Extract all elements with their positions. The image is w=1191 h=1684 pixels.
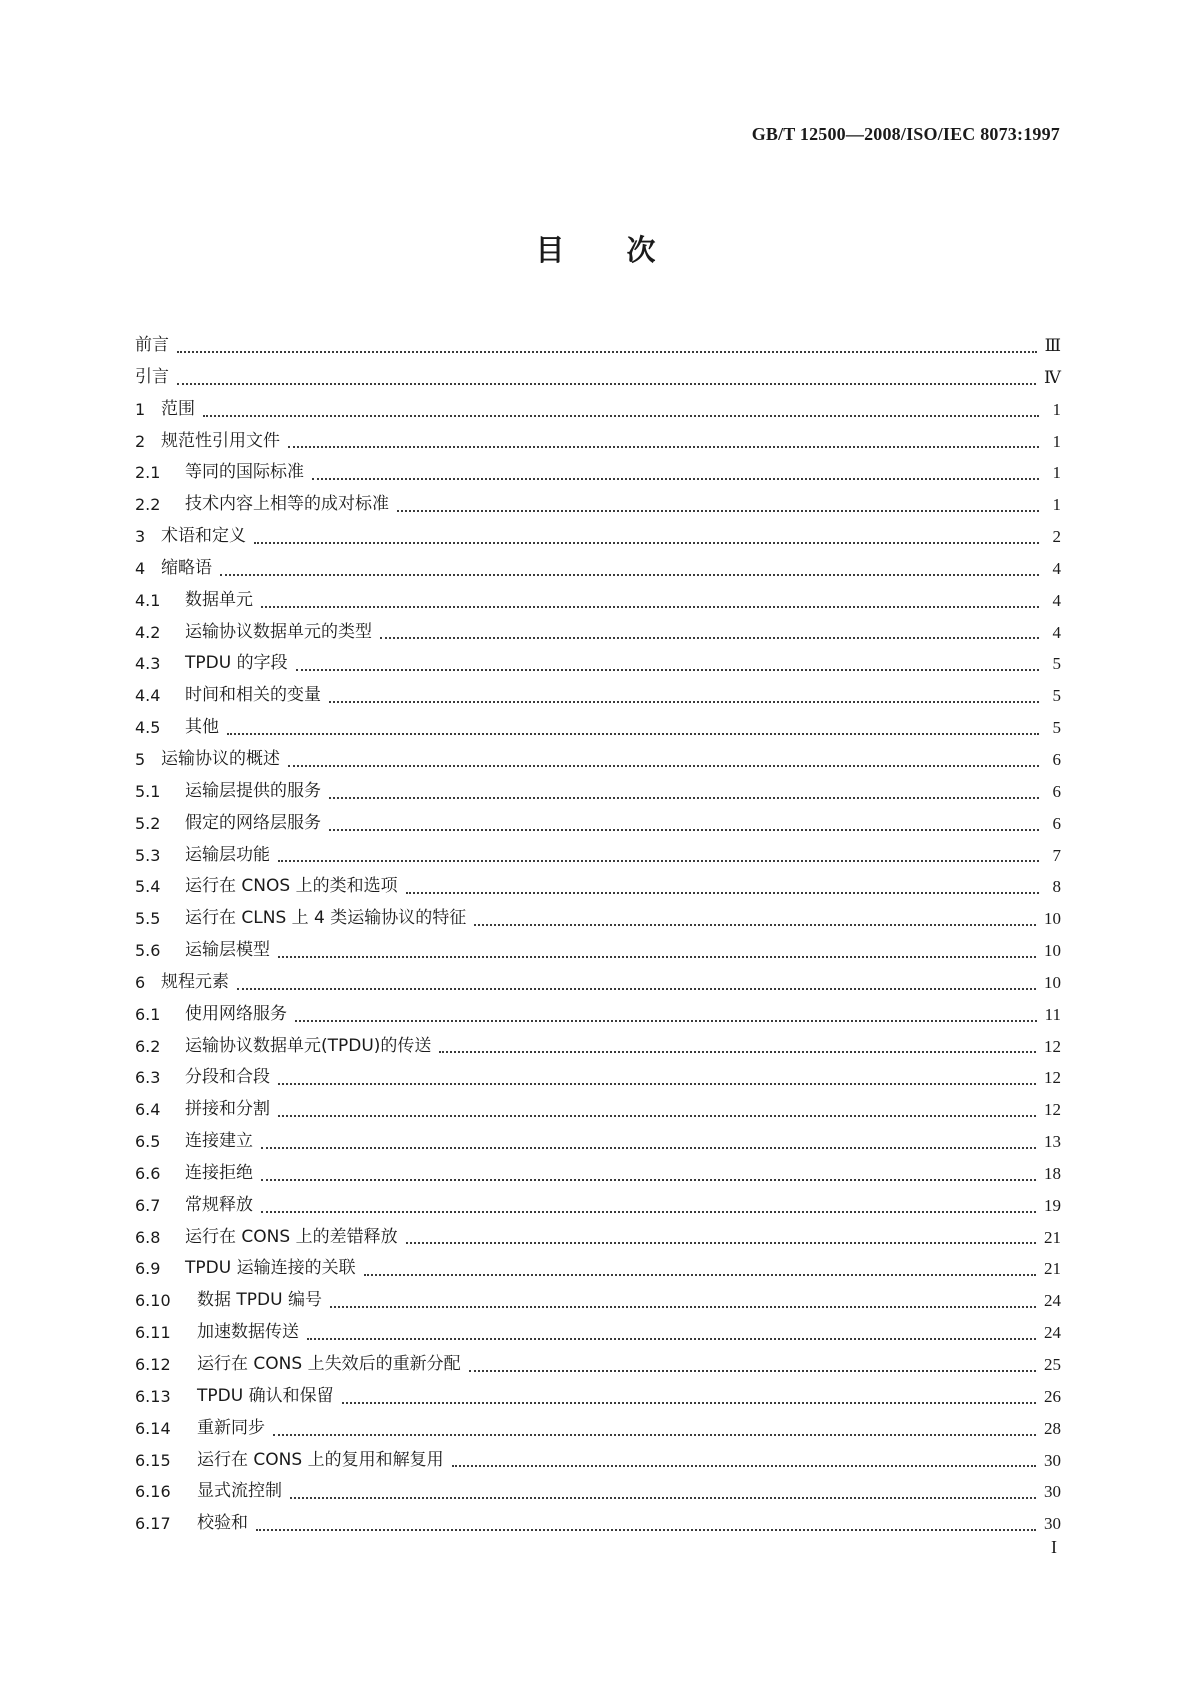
toc-entry-number: 5.6 — [135, 941, 161, 961]
toc-entry-number: 4 — [135, 558, 146, 578]
toc-entry[interactable] — [135, 617, 1061, 649]
toc-dot-leader — [364, 1274, 1036, 1276]
toc-entry-title: 加速数据传送 — [197, 1322, 299, 1343]
toc-dot-leader — [452, 1465, 1036, 1467]
toc-entry-page: 11 — [1044, 1004, 1061, 1024]
toc-entry-number: 6.17 — [135, 1514, 171, 1534]
toc-dot-leader — [312, 478, 1039, 480]
toc-entry[interactable] — [135, 1190, 1061, 1222]
toc-entry-number: 6.1 — [135, 1004, 161, 1024]
toc-entry-page: 6 — [1052, 781, 1061, 801]
toc-entry-number: 2.1 — [135, 463, 161, 483]
toc-entry[interactable] — [135, 712, 1061, 744]
toc-entry-title: 运行在 CONS 上失效后的重新分配 — [197, 1354, 461, 1374]
toc-entry-title: 运行在 CONS 上的复用和解复用 — [197, 1449, 444, 1470]
toc-entry-number: 6.13 — [135, 1386, 171, 1406]
toc-entry-page: 10 — [1044, 909, 1061, 929]
toc-entry[interactable] — [135, 776, 1061, 808]
toc-entry-title: 运输层模型 — [185, 940, 270, 961]
toc-dot-leader — [261, 606, 1039, 608]
toc-entry[interactable] — [135, 362, 1061, 394]
toc-entry[interactable] — [135, 935, 1061, 967]
toc-dot-leader — [329, 829, 1039, 831]
toc-dot-leader — [203, 415, 1039, 417]
toc-entry[interactable] — [135, 330, 1061, 362]
toc-entry[interactable] — [135, 1349, 1061, 1381]
toc-entry-title: 使用网络服务 — [185, 1003, 287, 1024]
toc-entry[interactable] — [135, 680, 1061, 712]
toc-dot-leader — [278, 1083, 1036, 1085]
toc-entry-title: 技术内容上相等的成对标准 — [185, 494, 389, 515]
toc-entry-page: 4 — [1052, 622, 1061, 642]
toc-entry[interactable] — [135, 840, 1061, 872]
toc-entry-title: 运行在 CNOS 上的类和选项 — [185, 876, 398, 897]
toc-entry-page: 12 — [1044, 1036, 1061, 1056]
toc-entry-page: 24 — [1044, 1291, 1061, 1311]
toc-dot-leader — [329, 701, 1039, 703]
toc-entry[interactable] — [135, 585, 1061, 617]
toc-entry-title: 运输协议数据单元(TPDU)的传送 — [185, 1035, 432, 1056]
toc-dot-leader — [397, 510, 1039, 512]
toc-entry-page: 12 — [1044, 1068, 1061, 1088]
toc-entry-page: 5 — [1052, 686, 1061, 706]
toc-entry[interactable] — [135, 999, 1061, 1031]
toc-entry-number: 6.4 — [135, 1100, 161, 1120]
toc-entry-number: 2 — [135, 431, 146, 451]
toc-dot-leader — [330, 1306, 1036, 1308]
toc-dot-leader — [273, 1434, 1036, 1436]
toc-entry-page: 4 — [1052, 590, 1061, 610]
toc-dot-leader — [254, 542, 1039, 544]
toc-entry[interactable] — [135, 808, 1061, 840]
toc-entry-page: 10 — [1044, 972, 1061, 992]
toc-entry-page: 26 — [1044, 1386, 1061, 1406]
page-number: I — [1051, 1537, 1057, 1557]
toc-entry-title: 运输层提供的服务 — [185, 780, 321, 801]
toc-dot-leader — [307, 1338, 1036, 1340]
toc-entry[interactable] — [135, 1445, 1061, 1477]
toc-dot-leader — [256, 1529, 1036, 1531]
toc-entry-title: 数据单元 — [185, 589, 253, 610]
toc-entry[interactable] — [135, 394, 1061, 426]
toc-dot-leader — [177, 383, 1036, 385]
table-of-contents — [135, 330, 1061, 1540]
toc-entry-number: 6.15 — [135, 1450, 171, 1470]
toc-entry-number: 4.4 — [135, 686, 161, 706]
toc-entry[interactable] — [135, 1031, 1061, 1063]
toc-dot-leader — [329, 797, 1039, 799]
toc-entry-number: 6 — [135, 972, 146, 992]
toc-entry-number: 3 — [135, 527, 146, 547]
toc-entry-number: 6.12 — [135, 1355, 171, 1374]
toc-entry-title: 规范性引用文件 — [161, 430, 280, 451]
toc-entry-page: 6 — [1052, 749, 1061, 769]
toc-entry-number: 6.14 — [135, 1418, 171, 1438]
toc-entry-page: 18 — [1044, 1163, 1061, 1183]
toc-dot-leader — [278, 860, 1039, 862]
toc-entry-number: 6.6 — [135, 1163, 161, 1183]
toc-entry[interactable] — [135, 1317, 1061, 1349]
toc-entry-number: 6.10 — [135, 1291, 171, 1311]
toc-entry[interactable] — [135, 903, 1061, 935]
toc-entry-page: 30 — [1044, 1482, 1061, 1502]
toc-entry-title: 时间和相关的变量 — [185, 685, 321, 706]
toc-entry-page: Ⅲ — [1044, 336, 1061, 355]
toc-entry-number: 6.8 — [135, 1227, 161, 1247]
toc-entry-title: 连接拒绝 — [185, 1162, 253, 1183]
toc-entry-number: 4.5 — [135, 718, 161, 738]
toc-dot-leader — [380, 637, 1039, 639]
toc-entry-title: TPDU 确认和保留 — [197, 1385, 334, 1406]
toc-entry-number: 6.5 — [135, 1132, 161, 1152]
toc-entry[interactable] — [135, 553, 1061, 585]
toc-entry-page: 1 — [1052, 463, 1061, 483]
toc-entry-page: 4 — [1052, 558, 1061, 578]
toc-entry-number: 5.1 — [135, 781, 161, 801]
toc-entry-number: 5.2 — [135, 813, 161, 833]
toc-entry-title: 规程元素 — [161, 971, 229, 992]
toc-entry-page: 2 — [1052, 527, 1061, 547]
toc-entry-page: 13 — [1044, 1132, 1061, 1152]
toc-entry-page: 30 — [1044, 1450, 1061, 1470]
toc-entry-title: 连接建立 — [185, 1131, 253, 1152]
toc-entry-number: 6.7 — [135, 1195, 161, 1215]
toc-entry-title: 等同的国际标准 — [185, 462, 304, 483]
toc-entry[interactable] — [135, 521, 1061, 553]
toc-entry-number: 6.9 — [135, 1259, 161, 1279]
toc-entry-page: 10 — [1044, 941, 1061, 961]
toc-entry[interactable] — [135, 1476, 1061, 1508]
toc-entry-page: 8 — [1052, 877, 1061, 897]
toc-entry[interactable] — [135, 648, 1061, 680]
toc-dot-leader — [177, 351, 1037, 353]
toc-entry-title: 术语和定义 — [161, 526, 246, 547]
toc-entry[interactable] — [135, 1062, 1061, 1094]
toc-entry-title: 假定的网络层服务 — [185, 812, 321, 833]
toc-entry-number: 2.2 — [135, 495, 161, 515]
toc-dot-leader — [261, 1211, 1036, 1213]
toc-entry-title: 重新同步 — [197, 1417, 265, 1438]
toc-entry-title: 运输层功能 — [185, 844, 270, 865]
toc-entry[interactable] — [135, 1126, 1061, 1158]
toc-entry-page: 21 — [1044, 1259, 1061, 1279]
toc-entry[interactable] — [135, 489, 1061, 521]
toc-entry-page: 5 — [1052, 654, 1061, 674]
toc-dot-leader — [261, 1179, 1036, 1181]
toc-entry-title: 其他 — [185, 717, 219, 738]
toc-entry-number: 5.5 — [135, 909, 161, 929]
toc-dot-leader — [342, 1402, 1036, 1404]
toc-dot-leader — [439, 1051, 1036, 1053]
page-title: 目次 — [535, 233, 718, 267]
toc-entry[interactable] — [135, 1253, 1061, 1285]
toc-dot-leader — [296, 669, 1039, 671]
toc-dot-leader — [261, 1147, 1036, 1149]
toc-entry[interactable] — [135, 1413, 1061, 1445]
toc-entry-page: 5 — [1052, 718, 1061, 738]
toc-entry-title: 前言 — [135, 335, 169, 355]
toc-entry-page: 12 — [1044, 1100, 1061, 1120]
toc-entry[interactable] — [135, 426, 1061, 458]
toc-entry-page: 19 — [1044, 1195, 1061, 1215]
toc-entry-title: 显式流控制 — [197, 1481, 282, 1502]
toc-entry-number: 6.16 — [135, 1482, 171, 1502]
toc-dot-leader — [227, 733, 1039, 735]
toc-entry-title: 运行在 CONS 上的差错释放 — [185, 1226, 398, 1247]
toc-entry-page: 1 — [1052, 399, 1061, 419]
toc-entry-title: 范围 — [161, 398, 195, 419]
toc-entry-number: 4.3 — [135, 654, 161, 674]
toc-dot-leader — [406, 1242, 1036, 1244]
toc-entry-title: 常规释放 — [185, 1194, 253, 1215]
toc-entry-title: 运输协议数据单元的类型 — [185, 621, 372, 642]
toc-entry-title: TPDU 运输连接的关联 — [185, 1258, 356, 1279]
toc-entry-page: Ⅳ — [1044, 367, 1061, 387]
toc-dot-leader — [469, 1370, 1036, 1372]
toc-entry[interactable] — [135, 1094, 1061, 1126]
toc-entry-title: 缩略语 — [161, 557, 212, 578]
toc-entry-title: TPDU 的字段 — [185, 653, 288, 674]
toc-entry-title: 运行在 CLNS 上 4 类运输协议的特征 — [185, 908, 467, 929]
toc-dot-leader — [290, 1497, 1036, 1499]
toc-entry[interactable] — [135, 871, 1061, 903]
toc-entry-number: 1 — [135, 399, 146, 419]
toc-entry-page: 1 — [1052, 495, 1061, 515]
toc-entry-title: 数据 TPDU 编号 — [197, 1290, 322, 1311]
toc-entry-page: 21 — [1044, 1227, 1061, 1247]
toc-entry-title: 校验和 — [197, 1513, 248, 1534]
toc-entry[interactable] — [135, 1285, 1061, 1317]
toc-entry[interactable] — [135, 1222, 1061, 1254]
toc-entry[interactable] — [135, 744, 1061, 776]
toc-entry-title: 运输协议的概述 — [161, 748, 280, 769]
toc-dot-leader — [278, 1115, 1036, 1117]
toc-entry-page: 28 — [1044, 1418, 1061, 1438]
toc-entry[interactable] — [135, 1381, 1061, 1413]
toc-dot-leader — [288, 446, 1039, 448]
toc-dot-leader — [220, 574, 1039, 576]
toc-dot-leader — [288, 765, 1039, 767]
standard-code-header: GB/T 12500—2008/ISO/IEC 8073:1997 — [751, 124, 1060, 144]
toc-entry[interactable] — [135, 457, 1061, 489]
toc-dot-leader — [237, 988, 1036, 990]
toc-entry[interactable] — [135, 1158, 1061, 1190]
toc-entry-page: 1 — [1052, 431, 1061, 451]
toc-dot-leader — [295, 1020, 1037, 1022]
toc-entry-number: 5.4 — [135, 877, 161, 897]
toc-dot-leader — [474, 924, 1036, 926]
toc-entry-number: 4.1 — [135, 590, 161, 610]
toc-entry-number: 6.11 — [135, 1323, 171, 1343]
toc-entry-page: 25 — [1044, 1355, 1061, 1374]
toc-entry-page: 30 — [1044, 1514, 1061, 1534]
toc-entry[interactable] — [135, 1508, 1061, 1540]
toc-dot-leader — [278, 956, 1036, 958]
toc-dot-leader — [406, 892, 1039, 894]
toc-entry-page: 7 — [1052, 845, 1061, 865]
toc-entry-number: 5.3 — [135, 845, 161, 865]
toc-entry-title: 分段和合段 — [185, 1067, 270, 1088]
toc-entry[interactable] — [135, 967, 1061, 999]
toc-entry-number: 5 — [135, 749, 146, 769]
toc-entry-page: 24 — [1044, 1323, 1061, 1343]
toc-entry-title: 引言 — [135, 366, 169, 387]
toc-entry-number: 6.2 — [135, 1036, 161, 1056]
toc-entry-title: 拼接和分割 — [185, 1099, 270, 1120]
toc-entry-page: 6 — [1052, 813, 1061, 833]
toc-entry-number: 4.2 — [135, 622, 161, 642]
toc-entry-number: 6.3 — [135, 1068, 161, 1088]
